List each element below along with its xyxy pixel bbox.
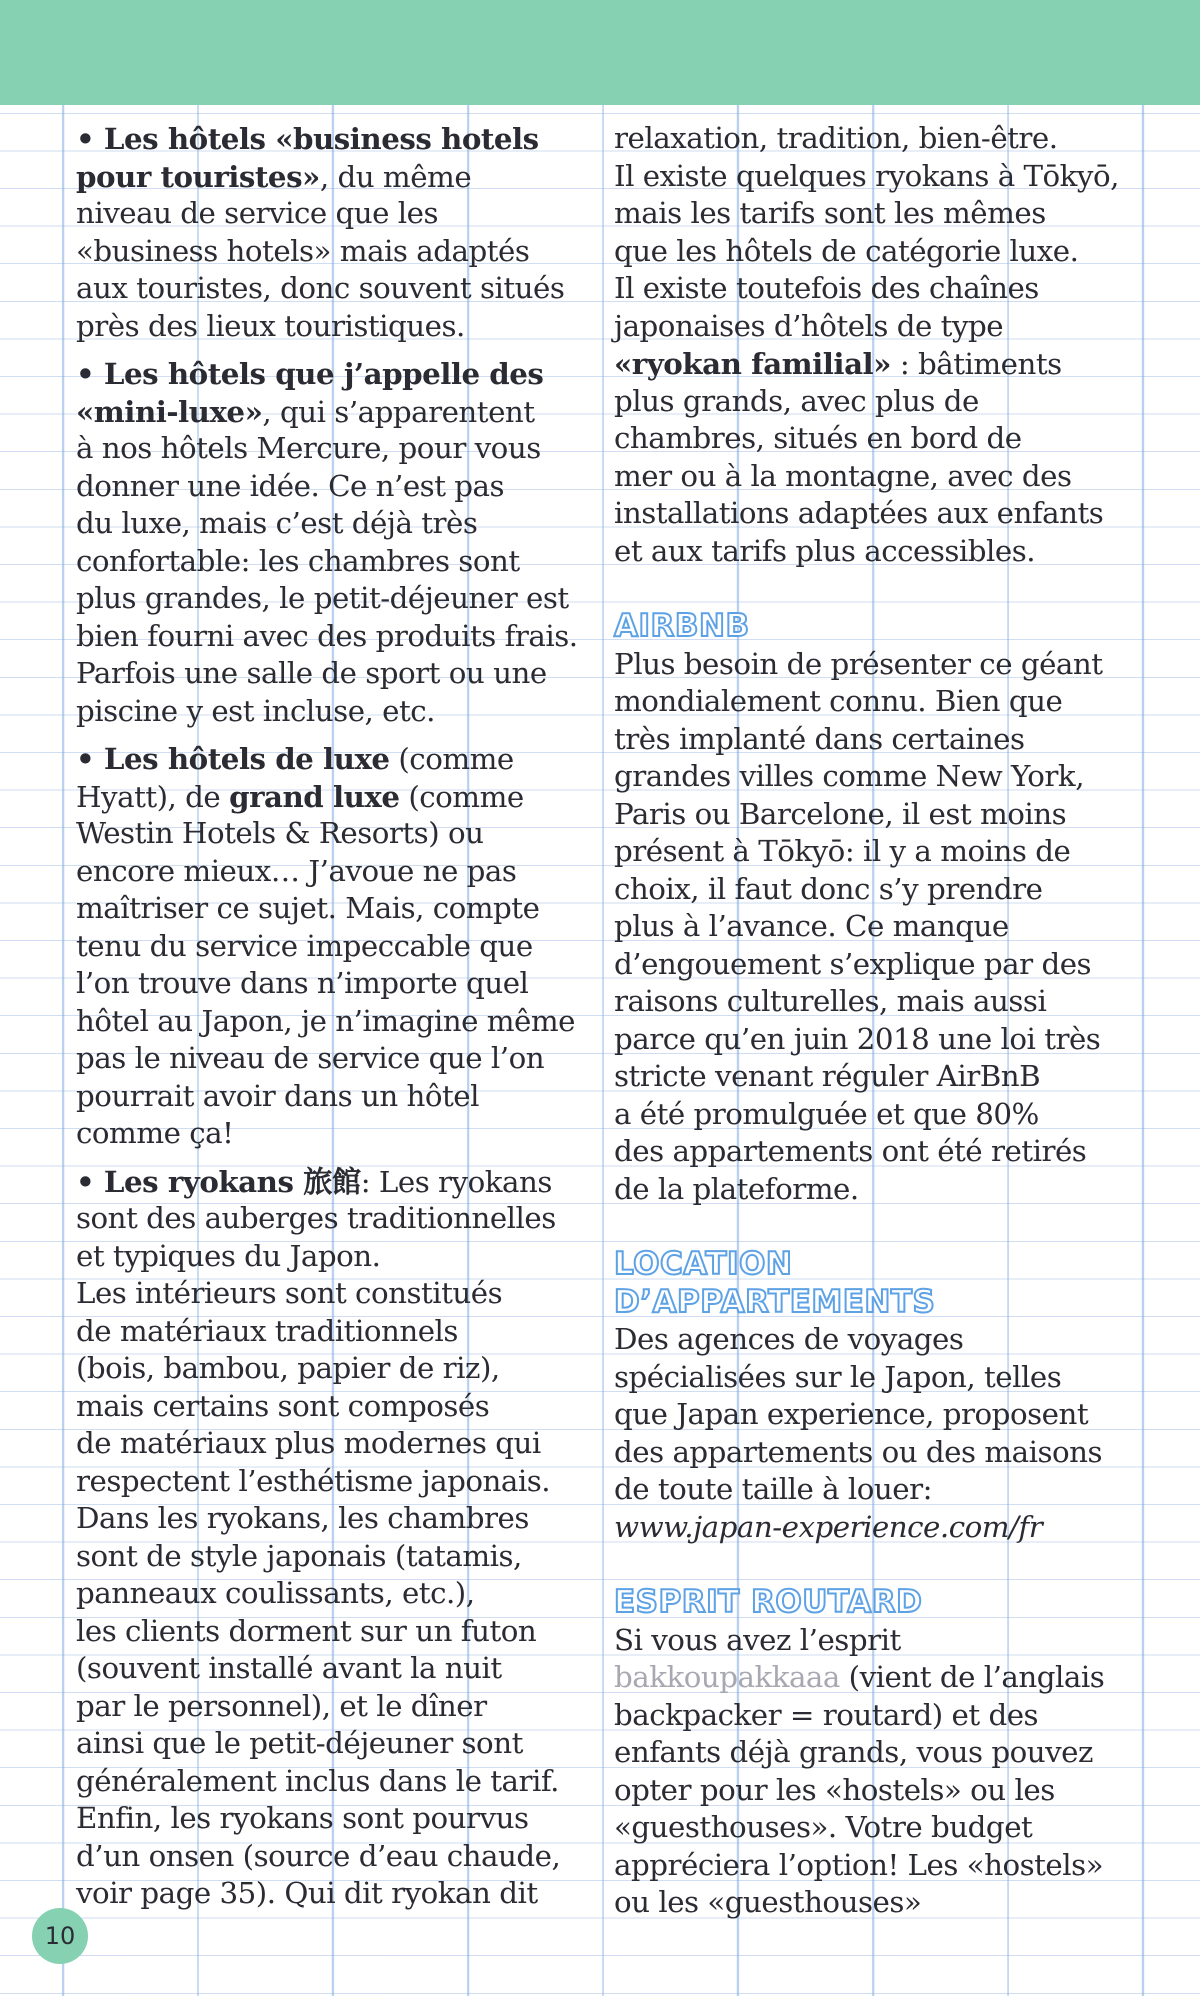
text-line xyxy=(76,158,576,196)
text-line: plus grandes, le petit-déjeuner est xyxy=(76,581,569,615)
text-line: mondialement connu. Bien que xyxy=(614,684,1063,718)
text-line: a été promulguée et que 80% xyxy=(614,1096,1039,1131)
text-line xyxy=(614,1659,1174,1697)
spacer xyxy=(614,1218,1174,1246)
text-line: Parfois une salle de sport ou une xyxy=(76,656,547,690)
text-line: spécialisées sur le Japon, telles xyxy=(614,1359,1062,1394)
text-line: relaxation, tradition, bien-être. xyxy=(614,121,1058,155)
top-color-band xyxy=(0,0,1200,105)
text-line: présent à Tōkyō: il y a moins de xyxy=(614,834,1071,868)
text-line: les clients dorment sur un futon xyxy=(76,1613,537,1648)
bold-text: • Les ryokans 旅館 xyxy=(76,1163,361,1199)
paragraph-ryokans-continued xyxy=(614,120,1174,570)
text-line: japonaises d’hôtels de type xyxy=(614,308,1004,343)
page-number-badge: 10 xyxy=(32,1908,88,1964)
text-span: , du même xyxy=(319,159,472,194)
text-line: d’engouement s’explique par des xyxy=(614,946,1092,981)
text-line: stricte venant réguler AirBnB xyxy=(614,1059,1041,1093)
text-line xyxy=(76,393,576,431)
text-line: opter pour les «hostels» ou les xyxy=(614,1772,1055,1807)
left-column xyxy=(76,120,576,1923)
text-line: respectent l’esthétisme japonais. xyxy=(76,1463,551,1498)
text-line: comme ça! xyxy=(76,1116,234,1150)
bold-text: • Les hôtels de luxe xyxy=(76,741,390,776)
paragraph-mini-luxe xyxy=(76,355,576,730)
text-line: Paris ou Barcelone, il est moins xyxy=(614,796,1067,831)
text-line: Westin Hotels & Resorts) ou xyxy=(76,816,484,850)
text-line: l’on trouve dans n’importe quel xyxy=(76,966,529,1000)
text-line: sont des auberges traditionnelles xyxy=(76,1201,556,1235)
text-line: et typiques du Japon. xyxy=(76,1238,381,1273)
text-line: bien fourni avec des produits frais. xyxy=(76,618,578,653)
text-line: de matériaux traditionnels xyxy=(76,1313,458,1348)
text-line: mais les tarifs sont les mêmes xyxy=(614,196,1046,230)
text-line: et aux tarifs plus accessibles. xyxy=(614,533,1036,568)
section-heading-airbnb: AIRBNB xyxy=(614,608,750,644)
text-span: , qui s’apparentent xyxy=(262,394,535,429)
paragraph-airbnb xyxy=(614,646,1174,1209)
spacer xyxy=(614,580,1174,608)
text-span: Hyatt), de xyxy=(76,779,230,814)
text-span: (vient de l’anglais xyxy=(839,1660,1105,1694)
text-line: à nos hôtels Mercure, pour vous xyxy=(76,431,541,465)
text-line: voir page 35). Qui dit ryokan dit xyxy=(76,1876,538,1910)
text-line: Si vous avez l’esprit xyxy=(614,1622,901,1657)
text-line: de la plateforme. xyxy=(614,1171,859,1206)
text-line: près des lieux touristiques. xyxy=(76,308,465,343)
text-line: choix, il faut donc s’y prendre xyxy=(614,871,1043,906)
text-line: Dans les ryokans, les chambres xyxy=(76,1501,529,1535)
text-line: du luxe, mais c’est déjà très xyxy=(76,506,478,540)
text-line: ou les «guesthouses» xyxy=(614,1885,922,1919)
text-span: : Les ryokans xyxy=(360,1164,552,1199)
text-line: piscine y est incluse, etc. xyxy=(76,693,435,728)
text-line: encore mieux… J’avoue ne pas xyxy=(76,853,517,888)
text-line: parce qu’en juin 2018 une loi très xyxy=(614,1021,1101,1056)
text-line xyxy=(76,778,576,816)
text-line: (bois, bambou, papier de riz), xyxy=(76,1351,500,1385)
text-line: confortable: les chambres sont xyxy=(76,543,520,578)
text-line: chambres, situés en bord de xyxy=(614,421,1022,455)
bold-text: pour touristes» xyxy=(76,158,320,194)
text-line: (souvent installé avant la nuit xyxy=(76,1651,502,1685)
text-line: des appartements ou des maisons xyxy=(614,1434,1103,1469)
text-line: que les hôtels de catégorie luxe. xyxy=(614,233,1079,268)
text-line: plus à l’avance. Ce manque xyxy=(614,909,1009,943)
text-line: pas le niveau de service que l’on xyxy=(76,1041,545,1075)
text-line: niveau de service que les xyxy=(76,196,439,230)
text-span: (comme xyxy=(399,779,524,814)
right-column xyxy=(614,120,1174,1932)
bold-text: grand luxe xyxy=(229,778,400,814)
text-line: Enfin, les ryokans sont pourvus xyxy=(76,1801,529,1835)
text-line: très implanté dans certaines xyxy=(614,721,1025,756)
text-line: Il existe toutefois des chaînes xyxy=(614,271,1039,305)
text-line: généralement inclus dans le tarif. xyxy=(76,1763,559,1798)
text-line: de toute taille à louer: xyxy=(614,1472,932,1506)
text-line: pourrait avoir dans un hôtel xyxy=(76,1078,480,1113)
text-line: installations adaptées aux enfants xyxy=(614,496,1104,530)
text-line: de matériaux plus modernes qui xyxy=(76,1426,541,1460)
text-line: donner une idée. Ce n’est pas xyxy=(76,468,505,503)
text-line: d’un onsen (source d’eau chaude, xyxy=(76,1838,561,1873)
text-line xyxy=(76,1163,576,1201)
text-line: enfants déjà grands, vous pouvez xyxy=(614,1735,1093,1769)
text-line: maîtriser ce sujet. Mais, compte xyxy=(76,891,540,925)
text-line: grandes villes comme New York, xyxy=(614,759,1085,793)
paragraph-ryokans xyxy=(76,1163,576,1913)
text-line: raisons culturelles, mais aussi xyxy=(614,984,1047,1018)
text-line xyxy=(76,740,576,778)
text-line: ainsi que le petit-déjeuner sont xyxy=(76,1726,523,1760)
text-line: des appartements ont été retirés xyxy=(614,1134,1087,1168)
text-line: par le personnel), et le dîner xyxy=(76,1688,487,1723)
text-line: mais certains sont composés xyxy=(76,1388,490,1423)
text-line: backpacker = routard) et des xyxy=(614,1697,1039,1732)
text-line: Des agences de voyages xyxy=(614,1322,964,1356)
paragraph-luxe xyxy=(76,740,576,1153)
text-line: appréciera l’option! Les «hostels» xyxy=(614,1847,1104,1882)
text-line xyxy=(614,345,1174,383)
text-line: «guesthouses». Votre budget xyxy=(614,1810,1033,1844)
paragraph-location xyxy=(614,1321,1174,1546)
spacer xyxy=(614,1556,1174,1584)
paragraph-business-hotels xyxy=(76,120,576,345)
text-line: aux touristes, donc souvent situés xyxy=(76,271,565,305)
text-line: panneaux coulissants, etc.), xyxy=(76,1576,475,1610)
text-line: hôtel au Japon, je n’imagine même xyxy=(76,1003,575,1038)
section-heading-location: LOCATION xyxy=(614,1246,793,1282)
bold-text: «mini-luxe» xyxy=(76,393,263,429)
text-line: que Japan experience, proposent xyxy=(614,1397,1089,1431)
text-span: : bâtiments xyxy=(891,347,1062,381)
text-line: • Les hôtels que j’appelle des xyxy=(76,356,544,391)
website-link[interactable]: www.japan-experience.com/fr xyxy=(614,1509,1043,1544)
text-line: tenu du service impeccable que xyxy=(76,928,533,963)
text-line: Plus besoin de présenter ce géant xyxy=(614,646,1103,681)
paragraph-routard xyxy=(614,1622,1174,1922)
text-line: • Les hôtels «business hotels xyxy=(76,121,539,156)
bold-text: «ryokan familial» xyxy=(614,346,891,381)
text-span: (comme xyxy=(389,742,514,776)
section-heading-appartements: D’APPARTEMENTS xyxy=(614,1283,936,1320)
text-line: «business hotels» mais adaptés xyxy=(76,233,530,268)
text-line: Les intérieurs sont constitués xyxy=(76,1276,503,1310)
section-heading-esprit-routard: ESPRIT ROUTARD xyxy=(614,1584,923,1620)
light-text: bakkoupakkaaa xyxy=(614,1660,840,1694)
text-line: Il existe quelques ryokans à Tōkyō, xyxy=(614,158,1119,193)
text-line: sont de style japonais (tatamis, xyxy=(76,1538,522,1573)
text-line: plus grands, avec plus de xyxy=(614,383,979,418)
text-line: mer ou à la montagne, avec des xyxy=(614,458,1072,493)
